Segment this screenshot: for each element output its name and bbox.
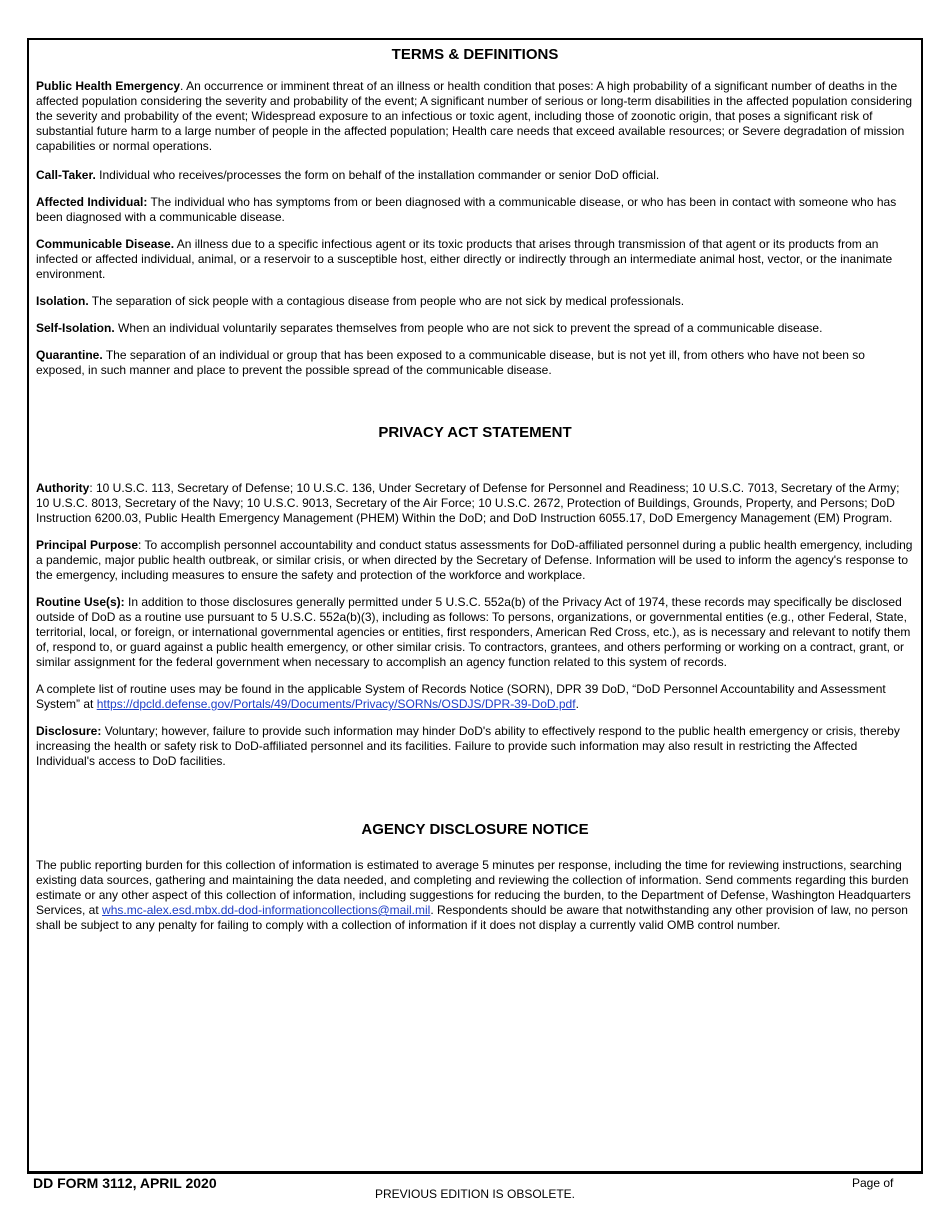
agency-notice	[36, 858, 914, 933]
term-definition: The separation of an individual or group that has been exposed to a communicable disease, but is not yet ill, from others who have not been so exposed, in such manner and place to prevent the possible spread of the communicable disease.	[36, 348, 865, 377]
term-affected-individual	[36, 195, 914, 225]
agency-title: AGENCY DISCLOSURE NOTICE	[361, 821, 589, 838]
term-definition: An illness due to a specific infectious agent or its toxic products that arises through transmission of that agent or its products from an infected or affected individual, animal, or a reservoir to a susceptible host, either directly or indirectly through an intermediate animal host, vector, or the inanimate environment.	[36, 237, 893, 281]
term-definition: Individual who receives/processes the form on behalf of the installation commander or senior DoD official.	[99, 168, 660, 182]
term-definition: An occurrence or imminent threat of an illness or health condition that poses: A high probability of a significant number of deaths in the affected population considering the severity and probability of the event; A significant number of serious or long-term disabilities in the affected population considering the severity and probability of the event; Widespread exposure to an infectious or toxic agent, including those of zoonotic origin, that poses a significant risk of substantial future harm to a large number of people in the affected population; Health care needs that exceed available resources; or Severe degradation of mission capabilities or normal operations.	[36, 79, 913, 153]
privacy-purpose	[36, 538, 914, 583]
privacy-sorn: A complete list of routine uses may be found in the applicable System of Records Notice (SORN), DPR 39 DoD, “DoD Personnel Accountability and Assessment System” at https://dpcld.defense.gov/Portals/49/Documents/Privacy/SORNs/OSDJS/DPR-39-DoD.pdf.	[36, 682, 886, 711]
privacy-disclosure	[36, 724, 914, 769]
term-label: Communicable Disease.	[36, 237, 175, 251]
agency-text: The public reporting burden for this collection of information is estimated to average 5 minutes per response, including the time for reviewing instructions, searching existing data sources, gathering and maintaining the data needed, and completing and reviewing the collection of information. Send comments regarding this burden estimate or any other aspect of this collection of information, including suggestions for reducing the burden, to the Department of Defense, Washington Headquarters Services, at	[36, 858, 911, 917]
term-label: Public Health Emergency	[36, 79, 181, 93]
disclosure-label: Disclosure:	[36, 724, 102, 738]
sorn-text: A complete list of routine uses may be found in the applicable System of Records Notice (SORN), DPR 39 DoD, “DoD Personnel Accountability and Assessment System” at	[36, 682, 886, 711]
form-frame	[27, 38, 923, 1174]
term-isolation	[36, 294, 914, 309]
term-label: Call-Taker.	[36, 168, 96, 182]
terms-title: TERMS & DEFINITIONS	[391, 46, 559, 63]
routine-text: In addition to those disclosures generally permitted under 5 U.S.C. 552a(b) of the Privacy Act of 1974, these records may specifically be disclosed outside of DoD as a routine use pursuant to 5 U.S.C. 552a(b)(3), including as follows: To persons, organizations, or governmental entities (e.g., other Federal, State, territorial, local, or foreign, or international governmental agencies or entities, first responders, American Red Cross, etc.), as is necessary and relevant to notify them of, respond to, or guard against a public health emergency, or other similar crisis. To contractors, grantees, and others performing or working on a contract, grant, or similar assignment for the federal government when necessary to accomplish an agency function related to this system of records.	[36, 595, 911, 669]
term-label: Isolation.	[36, 294, 89, 308]
term-definition: The individual who has symptoms from or been diagnosed with a communicable disease, or who has been in contact with someone who has been diagnosed with a communicable disease.	[36, 195, 897, 224]
routine-label: Routine Use(s):	[36, 595, 125, 609]
term-self-isolation	[36, 321, 914, 336]
term-label: Affected Individual:	[36, 195, 148, 209]
term-public-health-emergency: Public Health Emergency. An occurrence or imminent threat of an illness or health condition that poses: A high probability of a significant number of deaths in the affected population considering the severity and probability of the event; A significant number of serious or long-term disabilities in the affected population considering the severity and probability of the event; Widespread exposure to an infectious or toxic agent, including those of zoonotic origin, that poses a significant risk of substantial future harm to a large number of people in the affected population; Health care needs that exceed available resources; or Severe degradation of mission capabilities or normal operations.	[36, 79, 913, 153]
form-id: DD FORM 3112, APRIL 2020	[33, 1175, 217, 1191]
term-quarantine	[36, 348, 914, 378]
purpose-text: : To accomplish personnel accountability and conduct status assessments for DoD-affiliated personnel during a public health emergency, including a pandemic, major public health outbreak, or similar crisis, or when directed by the Secretary of Defense. Information will be used to inform the agency's response to the emergency, including measures to ensure the safety and protection of the workforce and workplace.	[36, 538, 913, 582]
purpose-label: Principal Purpose	[36, 538, 139, 552]
form-content	[36, 40, 914, 933]
disclosure-text: Voluntary; however, failure to provide such information may hinder DoD's ability to effectively respond to the public health emergency or crisis, thereby increasing the health or safety risk to DoD-affiliated personnel and its facilities. Failure to provide such information may also result in restricting the Affected Individual's access to DoD facilities.	[36, 724, 900, 768]
agency-email-link[interactable]: whs.mc-alex.esd.mbx.dd-dod-informationcollections@mail.mil	[102, 903, 431, 917]
obsolete-notice: PREVIOUS EDITION IS OBSOLETE.	[374, 1187, 576, 1201]
agency-text-after: . Respondents should be aware that notwithstanding any other provision of law, no person shall be subject to any penalty for failing to comply with a collection of information if it does not display a currently valid OMB control number.	[36, 903, 908, 932]
term-definition: When an individual voluntarily separates themselves from people who are not sick to prevent the spread of a communicable disease.	[118, 321, 823, 335]
term-call-taker	[36, 168, 914, 183]
authority-label: Authority	[36, 481, 90, 495]
privacy-title: PRIVACY ACT STATEMENT	[378, 424, 572, 441]
authority-text: : 10 U.S.C. 113, Secretary of Defense; 10 U.S.C. 136, Under Secretary of Defense for Personnel and Readiness; 10 U.S.C. 7013, Secretary of the Army; 10 U.S.C. 8013, Secretary of the Navy; 10 U.S.C. 9013, Secretary of the Air Force; 10 U.S.C. 2672, Protection of Buildings, Grounds, Property, and Persons; DoD Instruction 6200.03, Public Health Emergency Management (PHEM) Within the DoD; and DoD Instruction 6055.17, DoD Emergency Management (EM) Program.	[36, 481, 900, 525]
page-number: Page of	[852, 1176, 894, 1190]
privacy-routine-uses	[36, 595, 914, 670]
sorn-link[interactable]: https://dpcld.defense.gov/Portals/49/Documents/Privacy/SORNs/OSDJS/DPR-39-DoD.pdf	[96, 697, 576, 711]
term-label: Quarantine.	[36, 348, 103, 362]
term-communicable-disease	[36, 237, 914, 282]
term-label: Self-Isolation.	[36, 321, 115, 335]
term-definition: The separation of sick people with a contagious disease from people who are not sick by medical professionals.	[91, 294, 685, 308]
privacy-authority	[36, 481, 914, 526]
